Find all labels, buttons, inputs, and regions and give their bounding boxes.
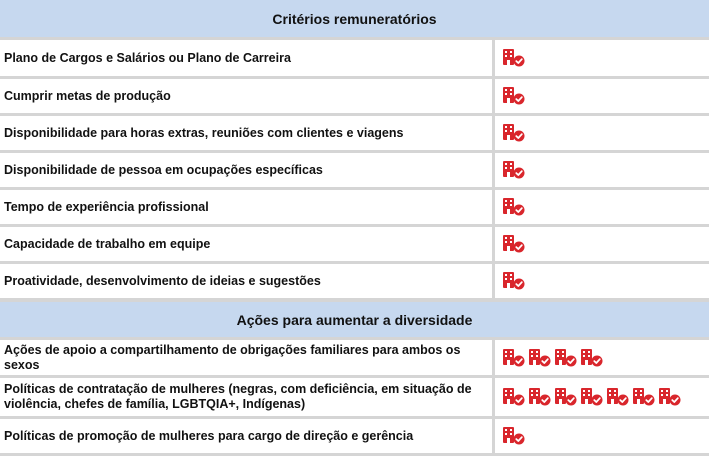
company-check-icon bbox=[502, 348, 526, 368]
table-row bbox=[0, 153, 709, 187]
row-label: Capacidade de trabalho em equipe bbox=[0, 227, 492, 261]
company-check-icon bbox=[658, 387, 682, 407]
company-check-icon bbox=[580, 387, 604, 407]
table-row bbox=[0, 79, 709, 113]
company-check-icon bbox=[502, 271, 526, 291]
row-label: Disponibilidade de pessoa em ocupações específicas bbox=[0, 153, 492, 187]
table-row bbox=[0, 378, 709, 416]
row-label: Disponibilidade para horas extras, reuniões com clientes e viagens bbox=[0, 116, 492, 150]
section-header-diversity bbox=[0, 302, 709, 337]
row-icons bbox=[495, 79, 709, 113]
company-check-icon bbox=[554, 387, 578, 407]
company-check-icon bbox=[632, 387, 656, 407]
row-icons bbox=[495, 378, 709, 416]
section-title: Critérios remuneratórios bbox=[272, 10, 437, 27]
row-label: Ações de apoio a compartilhamento de obrigações familiares para ambos os sexos bbox=[0, 340, 492, 375]
company-check-icon bbox=[502, 426, 526, 446]
row-label: Políticas de contratação de mulheres (negras, com deficiência, em situação de violência, chefes de família, LGBTQIA+, Indígenas) bbox=[0, 378, 492, 416]
company-check-icon bbox=[502, 197, 526, 217]
row-icons bbox=[495, 419, 709, 453]
row-label: Tempo de experiência profissional bbox=[0, 190, 492, 224]
company-check-icon bbox=[502, 160, 526, 180]
company-check-icon bbox=[502, 48, 526, 68]
company-check-icon bbox=[502, 123, 526, 143]
row-icons bbox=[495, 40, 709, 76]
company-check-icon bbox=[528, 387, 552, 407]
section-title: Ações para aumentar a diversidade bbox=[236, 311, 473, 328]
table-row bbox=[0, 227, 709, 261]
row-label: Plano de Cargos e Salários ou Plano de Carreira bbox=[0, 40, 492, 76]
table-row bbox=[0, 419, 709, 453]
company-check-icon bbox=[502, 387, 526, 407]
company-check-icon bbox=[502, 86, 526, 106]
section-header-remuneration bbox=[0, 0, 709, 37]
row-icons bbox=[495, 227, 709, 261]
company-check-icon bbox=[606, 387, 630, 407]
company-check-icon bbox=[580, 348, 604, 368]
table-row bbox=[0, 116, 709, 150]
row-icons bbox=[495, 153, 709, 187]
row-icons bbox=[495, 116, 709, 150]
table-row bbox=[0, 40, 709, 76]
row-icons bbox=[495, 264, 709, 298]
row-label: Proatividade, desenvolvimento de ideias e sugestões bbox=[0, 264, 492, 298]
company-check-icon bbox=[502, 234, 526, 254]
table-row bbox=[0, 190, 709, 224]
row-icons bbox=[495, 340, 709, 375]
company-check-icon bbox=[554, 348, 578, 368]
row-label: Cumprir metas de produção bbox=[0, 79, 492, 113]
table-row bbox=[0, 340, 709, 375]
row-icons bbox=[495, 190, 709, 224]
table-row bbox=[0, 264, 709, 298]
company-check-icon bbox=[528, 348, 552, 368]
row-label: Políticas de promoção de mulheres para cargo de direção e gerência bbox=[0, 419, 492, 453]
